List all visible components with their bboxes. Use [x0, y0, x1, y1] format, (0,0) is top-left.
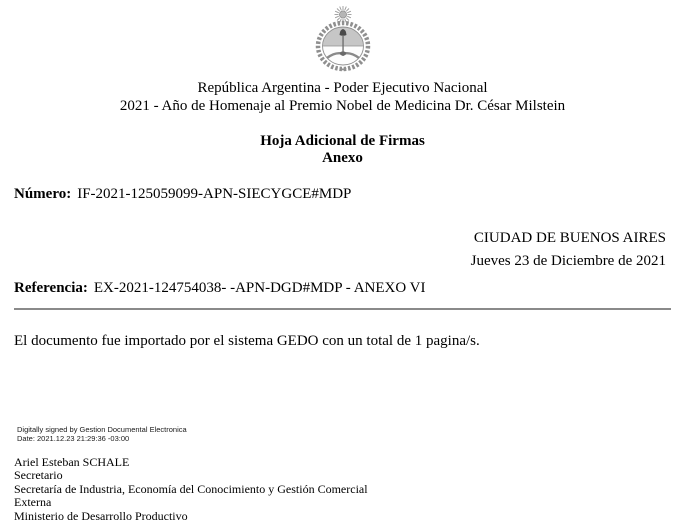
digital-signature-line-1: Digitally signed by Gestion Documental Electronica — [17, 425, 187, 434]
document-header — [0, 80, 685, 115]
header-line-year-motto: 2021 - Año de Homenaje al Premio Nobel de Medicina Dr. César Milstein — [119, 97, 566, 114]
referencia-line — [14, 280, 426, 297]
numero-line — [14, 186, 351, 203]
place-date-block — [471, 227, 666, 273]
signer-ministry: Ministerio de Desarrollo Productivo — [14, 508, 188, 523]
header-line-republic: República Argentina - Poder Ejecutivo Nacional — [197, 80, 488, 96]
city-line: CIUDAD DE BUENOS AIRES — [473, 230, 666, 246]
referencia-value: EX-2021-124754038- -APN-DGD#MDP - ANEXO VI — [93, 280, 426, 296]
title-line-2: Anexo — [322, 150, 363, 166]
referencia-label: Referencia: — [14, 280, 88, 296]
argentina-coat-of-arms-icon — [299, 5, 387, 73]
numero-value: IF-2021-125059099-APN-SIECYGCE#MDP — [77, 186, 352, 202]
numero-label: Número: — [14, 186, 72, 202]
separator-rule — [14, 308, 671, 310]
digital-signature-line-2: Date: 2021.12.23 21:29:36 -03:00 — [17, 434, 130, 443]
signer-org-line-1: Secretaría de Industria, Economía del Conocimiento y Gestión Comercial — [14, 481, 368, 496]
document-title — [0, 133, 685, 167]
signer-block — [14, 456, 368, 523]
date-line: Jueves 23 de Diciembre de 2021 — [470, 253, 666, 269]
digital-signature-stamp — [17, 425, 187, 443]
coat-of-arms-svg — [299, 5, 387, 73]
title-line-1: Hoja Adicional de Firmas — [260, 133, 425, 149]
signer-name: Ariel Esteban SCHALE — [14, 455, 130, 469]
body-text: El documento fue importado por el sistema GEDO con un total de 1 pagina/s. — [14, 333, 480, 349]
signer-org-line-2: Externa — [14, 495, 52, 510]
signer-title: Secretario — [14, 468, 63, 483]
